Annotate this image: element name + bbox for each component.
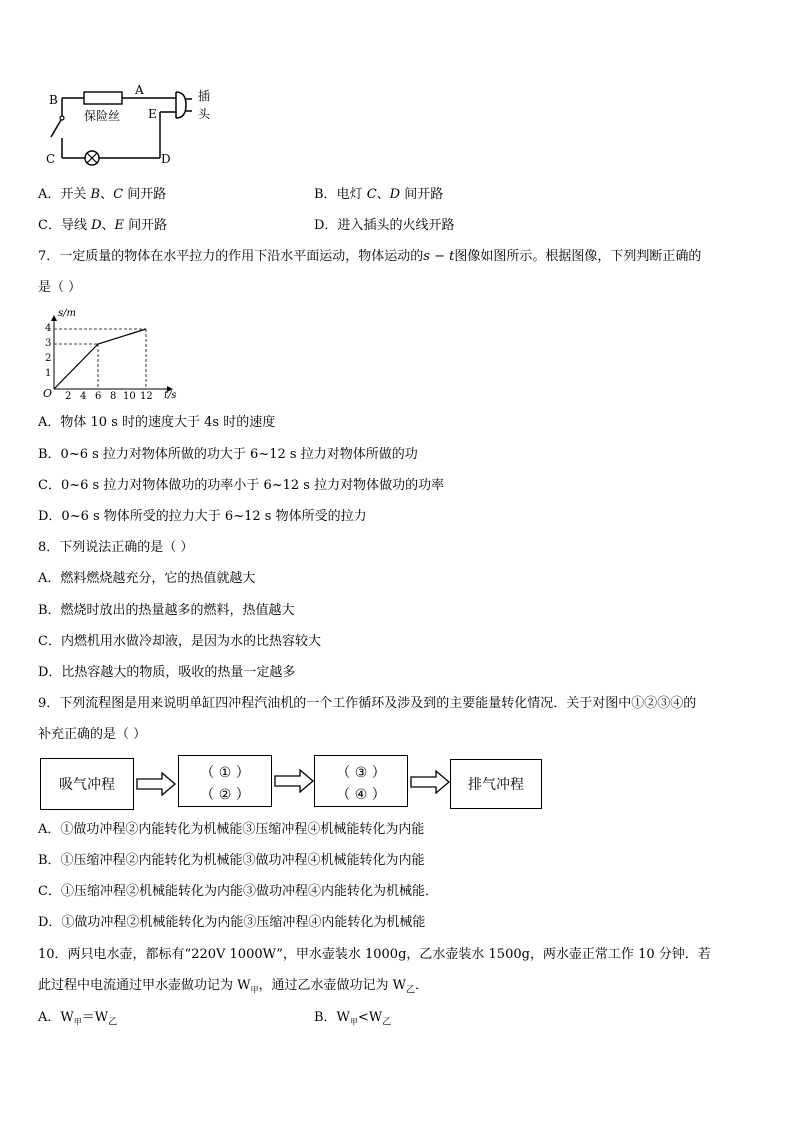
flow-arrow-3 <box>410 770 450 794</box>
q8-option-d: D．比热容越大的物质，吸收的热量一定越多 <box>38 665 296 680</box>
fuse-label: 保险丝 <box>84 109 121 123</box>
flow-box-exhaust: 排气冲程 <box>450 759 542 809</box>
st-graph-svg <box>40 308 180 404</box>
subscript-jia: 甲 <box>250 985 259 995</box>
flow-arrow-2 <box>274 769 314 793</box>
q8-option-b: B．燃烧时放出的热量越多的燃料，热值越大 <box>38 603 295 618</box>
circuit-label-e: E <box>148 107 157 121</box>
flow-arrow-1 <box>136 772 176 796</box>
y-tick: 3 <box>45 338 52 349</box>
q10-option-b: B．$W_甲<W_乙$ <box>314 1010 392 1028</box>
flow-slot-3: （ ③ ） <box>336 765 386 781</box>
q7-option-a: A．物体 10 s 时的速度大于 4s 时的速度 <box>38 415 276 430</box>
flow-box-stage2 <box>178 755 272 807</box>
circuit-label-b: B <box>49 93 58 107</box>
q7-stem-line2: 是（ ） <box>38 280 82 295</box>
x-tick: 12 <box>140 391 153 402</box>
y-axis-label: s/m <box>58 308 76 319</box>
plug-label-2: 头 <box>198 107 211 121</box>
q7-option-d: D．0~6 s 物体所受的拉力大于 6~12 s 物体所受的拉力 <box>38 509 367 524</box>
q10-option-a: A．$W_甲=W_乙$ <box>38 1010 118 1028</box>
q6-option-a: A．开关 B、C 间开路 <box>38 187 167 202</box>
circuit-label-a: A <box>135 83 144 97</box>
subscript-yi: 乙 <box>406 985 416 996</box>
q9-option-b: B．①压缩冲程②内能转化为机械能③做功冲程④机械能转化为内能 <box>38 853 425 868</box>
q7-option-b: B．0~6 s 拉力对物体所做的功大于 6~12 s 拉力对物体所做的功 <box>38 447 418 462</box>
plug-label-1: 插 <box>198 89 211 103</box>
q9-stem-line1: 9．下列流程图是用来说明单缸四冲程汽油机的一个工作循环及涉及到的主要能量转化情况．关于对图中①②③④的 <box>38 696 697 711</box>
q9-option-a: A．①做功冲程②内能转化为机械能③压缩冲程④机械能转化为内能 <box>38 822 425 837</box>
q7-option-c: C．0~6 s 拉力对物体做功的功率小于 6~12 s 拉力对物体做功的功率 <box>38 478 445 493</box>
q9-option-c: C．①压缩冲程②机械能转化为内能③做功冲程④内能转化为机械能． <box>38 884 438 899</box>
circuit-label-c: C <box>46 152 56 166</box>
x-tick: 6 <box>95 391 102 402</box>
x-tick: 10 <box>123 391 136 402</box>
q8-option-a: A．燃料燃烧越充分，它的热值就越大 <box>38 571 256 586</box>
q7-stem-line1: 7．一定质量的物体在水平拉力的作用下沿水平面运动，物体运动的s − t图像如图所示。根据图像，下列判断正确的 <box>38 249 702 264</box>
x-tick: 8 <box>110 391 117 402</box>
q6-option-d: D．进入插头的火线开路 <box>314 218 455 233</box>
q8-stem: 8．下列说法正确的是（ ） <box>38 540 194 555</box>
q10-stem-line2: 此过程中电流通过甲水壶做功记为 $W_甲$，通过乙水壶做功记为 $W_乙$． <box>38 978 429 996</box>
q6-circuit-diagram <box>40 80 240 175</box>
q8-option-c: C．内燃机用水做冷却液，是因为水的比热容较大 <box>38 634 321 649</box>
circuit-label-d: D <box>161 152 171 166</box>
flow-slot-1: （ ① ） <box>200 765 250 781</box>
x-axis-label: t/s <box>164 390 177 401</box>
q6-option-c: C．导线 D、E 间开路 <box>38 218 168 233</box>
y-tick: 4 <box>45 323 52 334</box>
q9-flowchart <box>40 755 544 811</box>
q6-option-b: B．电灯 C、D 间开路 <box>314 187 444 202</box>
q7-st-graph <box>40 308 180 404</box>
q9-stem-line2: 补充正确的是（ ） <box>38 727 147 742</box>
fuse-symbol <box>84 92 122 104</box>
x-tick: 4 <box>80 391 87 402</box>
flow-slot-2: （ ② ） <box>200 787 250 803</box>
origin-label: O <box>43 387 53 400</box>
x-tick: 2 <box>65 391 72 402</box>
q10-stem-line1: 10．两只电水壶，都标有“220V 1000W”，甲水壶装水 1000g，乙水壶装水 1500g，两水壶正常工作 10 分钟．若 <box>38 947 711 962</box>
y-tick: 2 <box>45 353 52 364</box>
st-line <box>54 329 146 389</box>
flow-box-stage3 <box>314 755 408 807</box>
flow-slot-4: （ ④ ） <box>336 787 386 803</box>
q9-option-d: D．①做功冲程②机械能转化为内能③压缩冲程④内能转化为机械能 <box>38 915 426 930</box>
flow-box-intake: 吸气冲程 <box>40 758 134 810</box>
plug-symbol <box>176 92 186 118</box>
y-tick: 1 <box>45 368 52 379</box>
